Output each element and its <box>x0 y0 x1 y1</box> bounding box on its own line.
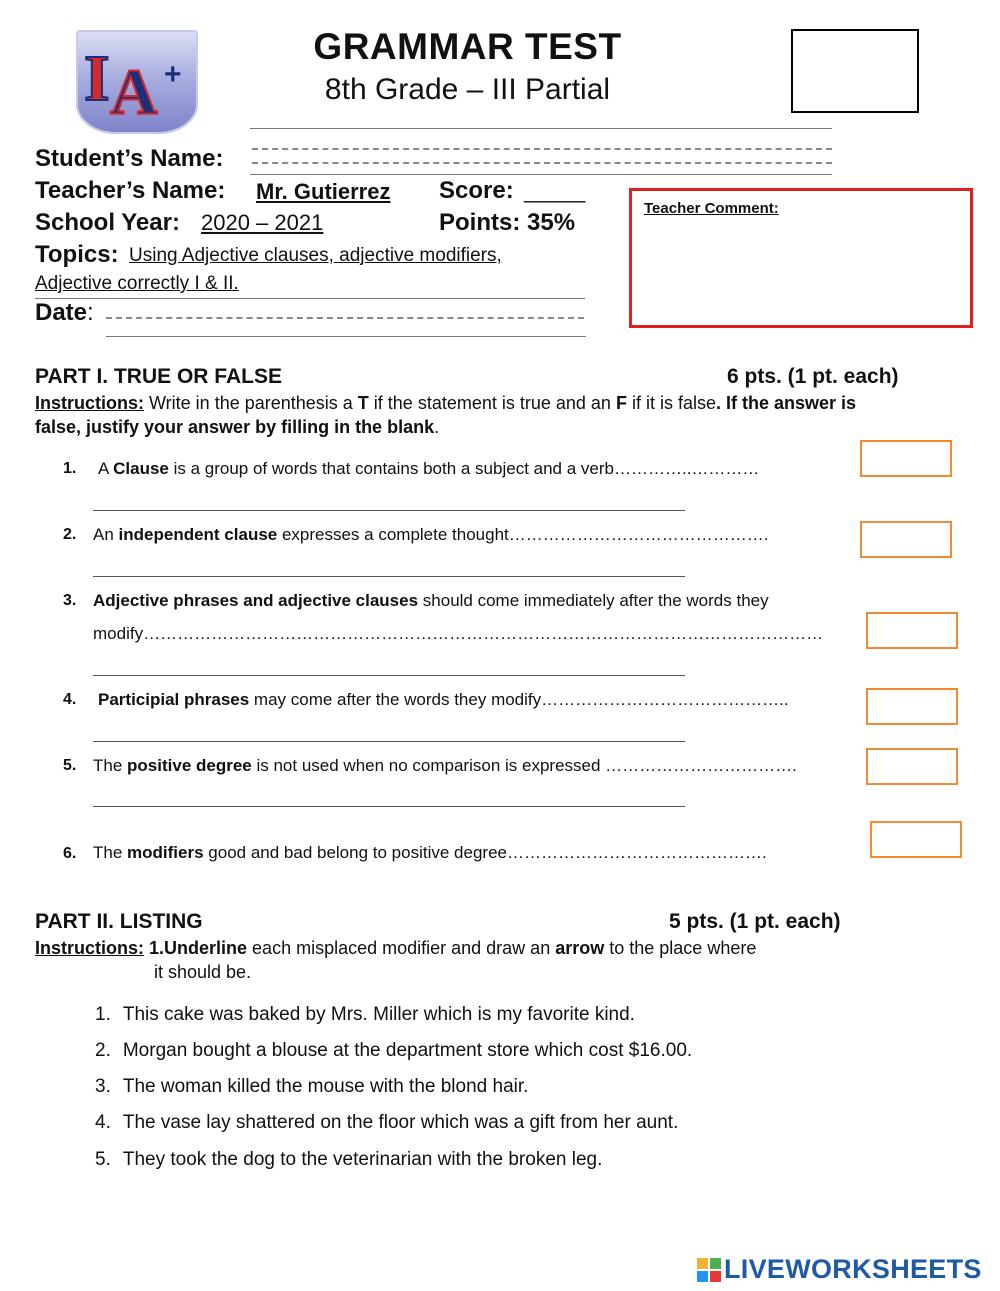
question-6-number: 6. <box>63 845 77 862</box>
grade-box[interactable] <box>791 29 919 113</box>
question-3-number: 3. <box>63 592 77 609</box>
part2-instr-mid: each misplaced modifier and draw an <box>247 938 556 958</box>
part1-instructions-line-1 <box>35 391 856 415</box>
question-1-answer-box[interactable] <box>860 440 952 477</box>
q6-pre: The <box>93 843 128 862</box>
question-5-number: 5. <box>63 757 77 774</box>
teacher-name-label: Teacher’s Name: <box>35 177 226 204</box>
list-item-3-text[interactable]: The woman killed the mouse with the blond hair. <box>122 1076 529 1097</box>
list-item-2-text[interactable]: Morgan bought a blouse at the department store which cost $16.00. <box>122 1040 693 1061</box>
instr-line-2-text: false, justify your answer by filling in the blank <box>35 417 435 437</box>
date-rule <box>106 336 586 337</box>
instr-text-d: . If the answer is <box>715 393 857 413</box>
teacher-comment-label: Teacher Comment: <box>644 200 779 217</box>
list-item-2-number: 2. <box>95 1040 111 1061</box>
part2-instructions-line-2: it should be. <box>154 962 252 982</box>
list-item-3-number: 3. <box>95 1076 111 1097</box>
logo-plus: + <box>164 58 182 91</box>
part1-instructions-line-2 <box>35 415 439 439</box>
date-label-text: Date <box>35 299 88 326</box>
list-item-1 <box>95 1004 635 1026</box>
date-colon: : <box>87 299 94 326</box>
question-4-justify-line[interactable] <box>93 741 685 742</box>
logo-letter-a: A <box>110 56 158 129</box>
q3-post: should come immediately after the words they <box>418 591 769 610</box>
score-field[interactable]: _____ <box>524 178 586 203</box>
question-5-text <box>93 756 797 776</box>
q6-post: good and bad belong to positive degree………………………………………. <box>203 843 767 862</box>
q2-post: expresses a complete thought………………………………………. <box>277 525 769 544</box>
instr-text-a: Write in the parenthesis a <box>144 393 358 413</box>
date-field[interactable] <box>106 317 584 319</box>
question-2-justify-line[interactable] <box>93 576 685 577</box>
q6-keyword: modifiers <box>127 843 204 862</box>
question-6-text <box>93 843 767 863</box>
question-2-number: 2. <box>63 526 77 543</box>
liveworksheets-icon <box>697 1258 721 1282</box>
instr-text-b: if the statement is true and an <box>368 393 616 413</box>
part1-points: 6 pts. (1 pt. each) <box>727 365 899 388</box>
q1-keyword: Clause <box>113 459 169 478</box>
list-item-2 <box>95 1040 692 1062</box>
part2-instr-underline-word: Underline <box>164 938 248 958</box>
question-1-number: 1. <box>63 460 77 477</box>
question-1-justify-line[interactable] <box>93 510 685 511</box>
question-4-number: 4. <box>63 691 77 708</box>
list-item-5-text[interactable]: They took the dog to the veterinarian with the broken leg. <box>122 1149 603 1170</box>
instr-text-c: if it is false <box>626 393 716 413</box>
part2-instr-number: 1. <box>144 938 165 958</box>
teacher-name-value: Mr. Gutierrez <box>256 179 391 204</box>
school-logo <box>76 30 198 134</box>
date-label <box>35 299 94 327</box>
question-4-text <box>98 690 789 710</box>
question-5-answer-box[interactable] <box>866 748 958 785</box>
student-name-rule <box>250 174 832 175</box>
student-name-field[interactable] <box>252 162 832 164</box>
points-label: Points: 35% <box>439 209 576 236</box>
topics-rule <box>35 298 585 299</box>
part1-instructions-label: Instructions: <box>35 393 145 413</box>
list-item-4-number: 4. <box>95 1112 111 1133</box>
school-year-value: 2020 – 2021 <box>201 210 324 235</box>
question-2-answer-box[interactable] <box>860 521 952 558</box>
instr-true-letter: T <box>357 393 369 413</box>
school-year-label: School Year: <box>35 209 180 236</box>
question-4-answer-box[interactable] <box>866 688 958 725</box>
q3-keyword: Adjective phrases and adjective clauses <box>93 591 419 610</box>
student-name-dashes-top <box>252 148 832 150</box>
part2-instr-arrow-word: arrow <box>555 938 605 958</box>
instr-false-letter: F <box>615 393 627 413</box>
q2-pre: An <box>93 525 119 544</box>
question-3-text-line-2: modify………………………………………………………………………………………………………… <box>93 624 824 643</box>
page-subtitle: 8th Grade – III Partial <box>324 73 611 106</box>
part2-title: PART II. LISTING <box>35 910 203 933</box>
question-2-text <box>93 525 768 545</box>
logo-letter-i: I <box>84 42 110 115</box>
q1-post: is a group of words that contains both a subject and a verb…………..………… <box>168 459 760 478</box>
list-item-1-text[interactable]: This cake was baked by Mrs. Miller which is my favorite kind. <box>122 1004 635 1025</box>
q4-keyword: Participial phrases <box>98 690 250 709</box>
topics-line-1: Using Adjective clauses, adjective modifiers, <box>129 245 502 266</box>
instr-period: . <box>434 417 440 437</box>
student-name-label: Student’s Name: <box>35 145 224 172</box>
list-item-5-number: 5. <box>95 1149 111 1170</box>
list-item-3 <box>95 1076 528 1098</box>
list-item-5 <box>95 1149 602 1171</box>
list-item-1-number: 1. <box>95 1004 111 1025</box>
question-5-justify-line[interactable] <box>93 806 685 807</box>
part2-instructions-label: Instructions: <box>35 938 145 958</box>
question-3-justify-line[interactable] <box>93 675 685 676</box>
page-title: GRAMMAR TEST <box>313 26 622 67</box>
score-label: Score: <box>439 177 514 204</box>
q5-pre: The <box>93 756 128 775</box>
part2-instr-end: to the place where <box>604 938 757 958</box>
q4-post: may come after the words they modify…………………………………….. <box>249 690 789 709</box>
q2-keyword: independent clause <box>118 525 278 544</box>
question-3-answer-box[interactable] <box>866 612 958 649</box>
topics-line-2: Adjective correctly I & II. <box>35 273 239 294</box>
header-rule <box>250 128 832 129</box>
question-3-text <box>93 591 769 611</box>
part2-instructions-line-1 <box>35 936 756 960</box>
liveworksheets-logo[interactable]: LIVEWORKSHEETS <box>724 1254 982 1284</box>
topics-label: Topics: <box>35 241 119 268</box>
q5-post: is not used when no comparison is expressed ……………………………. <box>251 756 797 775</box>
part2-points: 5 pts. (1 pt. each) <box>669 910 841 933</box>
list-item-4 <box>95 1112 678 1134</box>
part1-title: PART I. TRUE OR FALSE <box>35 365 282 388</box>
list-item-4-text[interactable]: The vase lay shattered on the floor which was a gift from her aunt. <box>122 1112 679 1133</box>
q5-keyword: positive degree <box>127 756 252 775</box>
q1-pre: A <box>98 459 114 478</box>
question-1-text <box>98 459 759 479</box>
question-6-answer-box[interactable] <box>870 821 962 858</box>
